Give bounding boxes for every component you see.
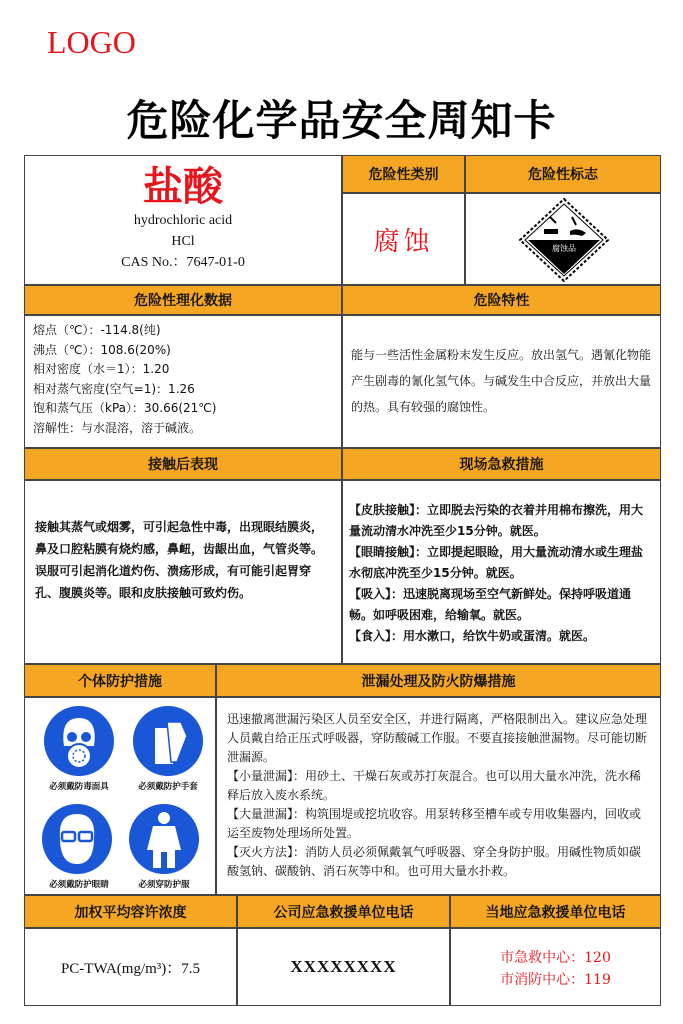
melting-point: 熔点（℃）：-114.8(纯) [33,323,161,337]
first-aid-eyes: 【眼睛接触】：立即提起眼睑，用大量流动清水或生理盐水彻底冲洗至少15分钟。就医。 [349,545,644,580]
boiling-point: 沸点（℃）：108.6(20%) [33,342,171,357]
hazard-sign-cell [465,193,661,285]
spill-text [216,697,661,895]
fire-phone: 市消防中心：119 [500,972,611,988]
symptoms-header: 接触后表现 [24,448,342,480]
cas-number: CAS No.：7647-01-0 [121,255,245,270]
hazard-props-text: 能与一些活性金属粉末发生反应。放出氢气。遇氰化物能产生剧毒的氰化氢气体。与碱发生中合反应，并放出大量的热。具有较强的腐蚀性。 [342,315,661,448]
ppe-label-suit: 必须穿防护服 [138,880,190,890]
hazard-sign-label: 腐蚀品 [552,244,576,253]
first-aid-header: 现场急救措施 [342,448,661,480]
solubility: 溶解性：与水混溶，溶于碱液。 [33,420,202,435]
symptoms-text: 接触其蒸气或烟雾，可引起急性中毒，出现眼结膜炎，鼻及口腔粘膜有烧灼感，鼻衄，齿龈出血，气管炎等。误服可引起消化道灼伤、溃疡形成，有可能引起胃穿孔、腹膜炎等。眼和皮肤接触可致灼伤。 [24,480,342,664]
fire-fighting: 【灭火方法】：消防人员必须佩戴氧气呼吸器、穿全身防护服。用碱性物质如碳酸氢钠、碳酸钠、消石灰等中和。也可用大量水扑救。 [227,845,642,878]
first-aid-ingestion: 【食入】：用水漱口，给饮牛奶或蛋清。就医。 [349,629,596,643]
twa-header: 加权平均容许浓度 [24,895,237,928]
company-phone-value: XXXXXXXX [237,928,450,1006]
ppe-header: 个体防护措施 [24,664,216,697]
logo: LOGO [47,24,136,60]
spill-header: 泄漏处理及防火防爆措施 [216,664,661,697]
gas-mask-icon [44,706,114,776]
company-phone-header: 公司应急救援单位电话 [237,895,450,928]
ppe-label-gloves: 必须戴防护手套 [138,782,198,792]
first-aid-inhalation: 【吸入】：迅速脱离现场至空气新鲜处。保持呼吸道通畅。如呼吸困难，给输氧。就医。 [349,587,632,622]
hazard-props-header: 危险特性 [342,285,661,315]
vapor-density: 相对蒸气密度(空气=1)：1.26 [33,381,195,396]
physchem-data [24,315,342,448]
twa-value: PC-TWA(mg/m³)：7.5 [24,928,237,1006]
spill-large: 【大量泄漏】：构筑围堤或挖坑收容。用泵转移至槽车或专用收集器内，回收或运至废物处理场所处置。 [227,807,642,840]
first-aid-list [342,480,661,664]
ambulance-phone: 市急救中心：120 [500,950,611,966]
hazard-sign-header: 危险性标志 [465,155,661,193]
spill-small: 【小量泄漏】：用砂土、干燥石灰或苏打灰混合。也可以用大量水冲洗，洗水稀释后放入废水系统。 [227,769,642,802]
vapor-pressure: 饱和蒸气压（kPa）：30.66(21℃) [33,401,217,415]
chemical-identity [24,155,342,285]
local-phone-list [450,928,661,1006]
hazard-class-cell [342,193,465,285]
relative-density: 相对密度（水＝1）：1.20 [33,362,170,376]
chemical-formula: HCl [171,234,195,249]
physchem-header: 危险性理化数据 [24,285,342,315]
ppe-label-gas-mask: 必须戴防毒面具 [49,782,109,792]
chemical-name-en: hydrochloric acid [133,213,233,228]
local-phone-header: 当地应急救援单位电话 [450,895,661,928]
spill-general: 迅速撤离泄漏污染区人员至安全区，并进行隔离，严格限制出入。建议应急处理人员戴自给正压式呼吸器，穿防酸碱工作服。不要直接接触泄漏物。尽可能切断泄漏源。 [227,712,648,764]
page-title: 危险化学品安全周知卡 [126,96,557,145]
goggles-icon [42,804,112,874]
protective-suit-icon [129,804,199,874]
corrosive-pictogram-icon [514,195,614,285]
chemical-name-cn: 盐酸 [143,164,223,210]
ppe-label-goggles: 必须戴防护眼睛 [49,880,109,890]
first-aid-skin: 【皮肤接触】：立即脱去污染的衣着并用棉布擦洗，用大量流动清水冲洗至少15分钟。就医。 [349,503,644,538]
hazard-class-value: 腐蚀 [373,226,434,257]
ppe-panel [24,697,216,895]
hazard-class-header: 危险性类别 [342,155,465,193]
gloves-icon [133,706,203,776]
